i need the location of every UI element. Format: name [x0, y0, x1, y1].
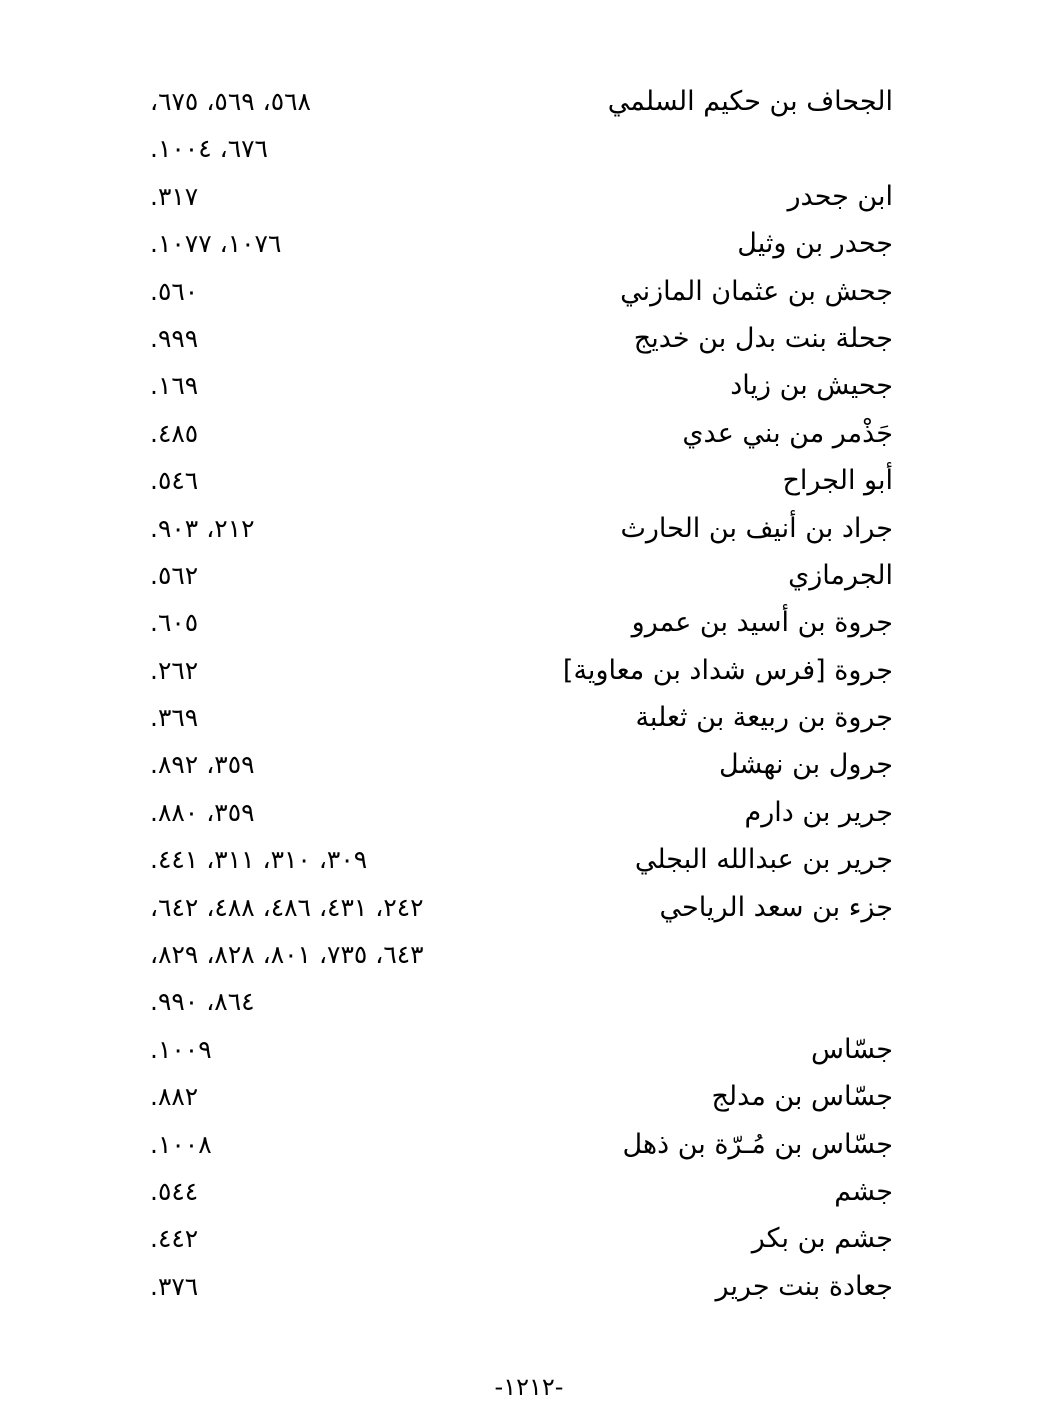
entry-name: جحلة بنت بدل بن خديج — [633, 322, 893, 354]
index-entry — [0, 552, 1058, 599]
entry-name: جسّاس بن مُـرّة بن ذهل — [622, 1128, 893, 1160]
entry-name: الجرمازي — [788, 559, 893, 591]
index-entry — [0, 315, 1058, 362]
index-entry — [0, 1263, 1058, 1310]
entry-name: جروة [فرس شداد بن معاوية] — [562, 654, 893, 686]
entry-name: ابن جحدر — [787, 180, 893, 212]
entry-page-numbers: ٢٤٢، ٤٣١، ٤٨٦، ٤٨٨، ٦٤٢، — [150, 892, 424, 922]
entry-page-numbers: ٤٨٥. — [150, 418, 199, 448]
page-number: -١٢١٢- — [494, 1373, 564, 1401]
entry-name: جَذْمر من بني عدي — [682, 417, 893, 449]
entry-page-numbers: ٣٦٩. — [150, 703, 199, 733]
entry-page-numbers: ٨٦٤، ٩٩٠. — [150, 987, 255, 1017]
entry-page-numbers: ٢٦٢. — [150, 655, 199, 685]
entry-name: جروة بن ربيعة بن ثعلبة — [635, 702, 893, 734]
entry-name: جزء بن سعد الرياحي — [659, 891, 893, 923]
entry-page-numbers: ٥٦٠. — [150, 276, 199, 306]
entry-page-numbers: ٩٩٩. — [150, 323, 199, 353]
entry-name: جراد بن أنيف بن الحارث — [620, 512, 893, 544]
index-entry — [0, 741, 1058, 788]
index-entry — [0, 1215, 1058, 1262]
entry-page-numbers: ١٠٠٩. — [150, 1034, 212, 1064]
entry-name: جشم بن بكر — [751, 1223, 893, 1255]
index-entry — [0, 457, 1058, 504]
index-entry — [0, 268, 1058, 315]
index-entry — [0, 694, 1058, 741]
index-entry — [0, 647, 1058, 694]
entry-name: جعادة بنت جرير — [715, 1270, 893, 1302]
entry-page-numbers: ٤٤٢. — [150, 1224, 199, 1254]
index-entry — [0, 836, 1058, 883]
index-entry — [0, 220, 1058, 267]
entry-name: جروة بن أسيد بن عمرو — [631, 607, 893, 639]
index-entry — [0, 931, 1058, 978]
entry-name: جحش بن عثمان المازني — [620, 275, 893, 307]
entry-page-numbers: ٦٤٣، ٧٣٥، ٨٠١، ٨٢٨، ٨٢٩، — [150, 940, 424, 970]
entry-page-numbers: ١٦٩. — [150, 371, 199, 401]
entry-page-numbers: ٦٧٦، ١٠٠٤. — [150, 134, 268, 164]
entry-name: جحيش بن زياد — [730, 370, 893, 402]
entry-name: جشم — [834, 1175, 893, 1207]
entry-page-numbers: ٥٦٢. — [150, 560, 199, 590]
index-entry — [0, 78, 1058, 125]
index-entry — [0, 410, 1058, 457]
index-entry — [0, 884, 1058, 931]
entry-name: جسّاس — [811, 1033, 893, 1065]
entry-page-numbers: ١٠٠٨. — [150, 1129, 212, 1159]
entry-name: جحدر بن وثيل — [737, 228, 893, 260]
index-entry — [0, 173, 1058, 220]
entry-name: جرير بن عبدالله البجلي — [634, 844, 893, 876]
entry-name: جرير بن دارم — [744, 796, 893, 828]
entry-page-numbers: ٣٥٩، ٨٩٢. — [150, 750, 255, 780]
index-entries — [0, 78, 1058, 1310]
entry-page-numbers: ٥٤٦. — [150, 466, 199, 496]
index-entry — [0, 125, 1058, 172]
entry-name: الجحاف بن حكيم السلمي — [607, 86, 893, 117]
index-entry — [0, 1026, 1058, 1073]
index-entry — [0, 1121, 1058, 1168]
index-entry — [0, 505, 1058, 552]
entry-page-numbers: ٥٤٤. — [150, 1176, 199, 1206]
index-entry — [0, 1073, 1058, 1120]
entry-page-numbers: ٢١٢، ٩٠٣. — [150, 513, 255, 543]
entry-page-numbers: ٣٠٩، ٣١٠، ٣١١، ٤٤١. — [150, 845, 368, 875]
entry-page-numbers: ٣٧٦. — [150, 1271, 199, 1301]
index-entry — [0, 978, 1058, 1025]
entry-page-numbers: ٣٥٩، ٨٨٠. — [150, 797, 255, 827]
index-entry — [0, 789, 1058, 836]
index-entry — [0, 599, 1058, 646]
entry-name: جسّاس بن مدلج — [711, 1081, 893, 1113]
entry-page-numbers: ١٠٧٦، ١٠٧٧. — [150, 229, 282, 259]
index-entry — [0, 1168, 1058, 1215]
index-entry — [0, 362, 1058, 409]
entry-page-numbers: ٦٠٥. — [150, 608, 199, 638]
entry-name: أبو الجراح — [782, 465, 893, 497]
entry-name: جرول بن نهشل — [719, 749, 893, 781]
entry-page-numbers: ٨٨٢. — [150, 1082, 199, 1112]
entry-page-numbers: ٥٦٨، ٥٦٩، ٦٧٥، — [150, 87, 311, 116]
entry-page-numbers: ٣١٧. — [150, 181, 199, 211]
